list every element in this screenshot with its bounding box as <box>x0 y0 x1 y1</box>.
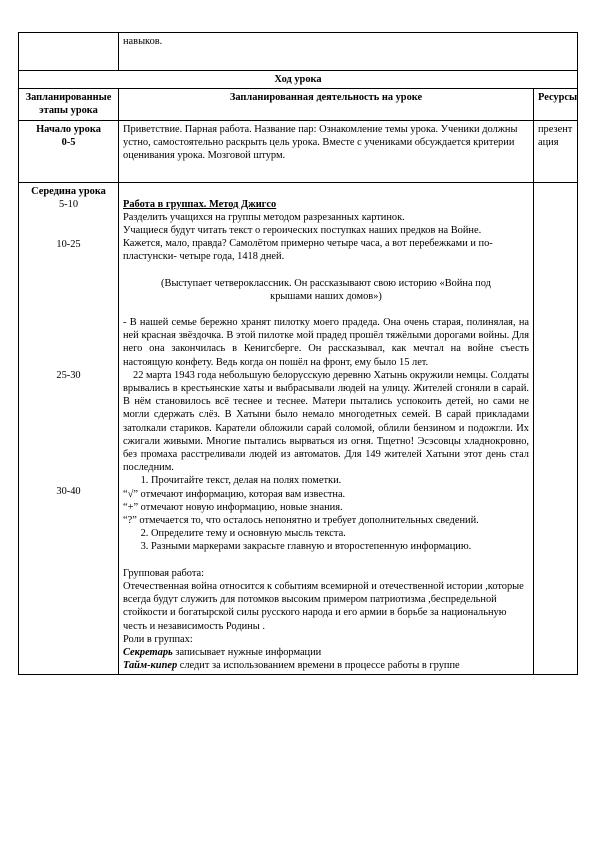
middle-p6: 22 марта 1943 года небольшую белорусскую деревню Хатынь окружили немцы. Солдаты врывались в крестьянские хаты и выбрасывали людей на улицу. Жителей сгоняли в сарай. В нём становилось всё теснее и теснее. Матери пытались успокоить детей, но сами не могли сдержать слёз. В Хатыни было немало многодетных семей. В сарай прикладами затолкали стариков. Каратели обложили сарай соломой, облили бензином и подожгли. Их сжигали живыми. Многие пытались вырваться из огня. Тщетно! Эсэсовцы хладнокровно, без промаха расстреливали людей из автоматов. Для 149 жителей Хатыни этот день стал последним. <box>123 369 529 474</box>
header-stages: Запланированные этапы урока <box>19 89 119 120</box>
role-secretary-text: записывает нужные информации <box>172 646 322 658</box>
start-activity: Приветствие. Парная работа. Название пар: Ознакомление темы урока. Ученики должны устно, самостоятельно раскрыть цель урока. Вместе с учениками обсуждается критерии оценивания урока. Мозговой штурм. <box>119 120 534 182</box>
middle-p1: Разделить учащихся на группы методом разрезанных картинок. <box>123 211 405 223</box>
middle-resource <box>534 182 578 675</box>
middle-time-3: 25-30 <box>56 369 81 381</box>
header-resources: Ресурсы <box>534 89 578 120</box>
start-stage-label: Начало урока <box>36 123 101 135</box>
middle-p2: Учащиеся будут читать текст о героических поступках наших предков на Войне. <box>123 225 482 237</box>
role-timekeeper-name: Тайм-кипер <box>123 660 178 672</box>
start-stage-cell <box>19 120 119 182</box>
mark-1: “√” отмечают информацию, которая вам известна. <box>123 488 346 500</box>
middle-activity <box>119 182 534 675</box>
middle-stage-label: Середина урока <box>31 185 106 197</box>
middle-time-1: 5-10 <box>58 198 79 210</box>
task-list-2 <box>123 527 529 553</box>
role-timekeeper <box>123 659 529 672</box>
task-1: 1. Прочитайте текст, делая на полях пометки. <box>151 474 529 487</box>
lesson-plan-table <box>18 32 578 675</box>
middle-p5: - В нашей семье бережно хранят пилотку моего прадеда. Она очень старая, полинялая, на ней красная звёздочка. В этой пилотке мой прадед прошёл тяжёлыми дорогами войны. Для него она закончилась в Кенигсберге. Он рассказывал, как мечтал на войне съесть настоящую конфету. Ведь когда он пошёл на фронт, ему было 15 лет. <box>123 317 529 368</box>
header-row <box>19 89 578 120</box>
middle-time-2: 10-25 <box>56 238 81 250</box>
start-stage-time: 0-5 <box>61 136 76 148</box>
section-title-row <box>19 71 578 89</box>
task-2: 2. Определите тему и основную мысль текста. <box>151 527 529 540</box>
start-row <box>19 120 578 182</box>
task-list-1 <box>123 474 529 487</box>
middle-p4: (Выступает четвероклассник. Он рассказывают свою историю «Война под крышами наших домов») <box>161 277 491 302</box>
group-work-label: Групповая работа: <box>123 567 204 579</box>
middle-row <box>19 182 578 675</box>
mark-2: “+” отмечают новую информацию, новые знания. <box>123 501 343 513</box>
section-title: Ход урока <box>19 71 578 89</box>
header-activity: Запланированная деятельность на уроке <box>119 89 534 120</box>
role-timekeeper-text: следит за использованием времени в процессе работы в группе <box>177 660 460 672</box>
top-row-text: навыков. <box>119 33 578 71</box>
top-row-empty-cell <box>19 33 119 71</box>
task-3: 3. Разными маркерами закрасьте главную и второстепенную информацию. <box>151 540 529 553</box>
mark-3: “?” отмечается то, что осталось непонятно и требует дополнительных сведений. <box>123 515 479 527</box>
method-title: Работа в группах. Метод Джигсо <box>123 198 277 210</box>
role-secretary-name: Секретарь <box>123 646 173 658</box>
roles-label: Роли в группах: <box>123 633 193 645</box>
middle-stage-cell <box>19 182 119 675</box>
top-row <box>19 33 578 71</box>
middle-time-4: 30-40 <box>56 485 81 497</box>
group-work-text: Отечественная война относится к событиям всемирной и отечественной истории ,которые всегда будут служить для потомков высоким примером патриотизма ,беспредельной стойкости и богатырской силы русского народа и его армии в борьбе за национальную честь и независимость Родины . <box>123 580 524 632</box>
middle-p3: Кажется, мало, правда? Самолётом примерно четыре часа, а вот перебежками и по- пластунски- четыре года, 1418 дней. <box>123 238 493 263</box>
role-secretary <box>123 646 529 659</box>
start-resource: презентация <box>534 120 578 182</box>
